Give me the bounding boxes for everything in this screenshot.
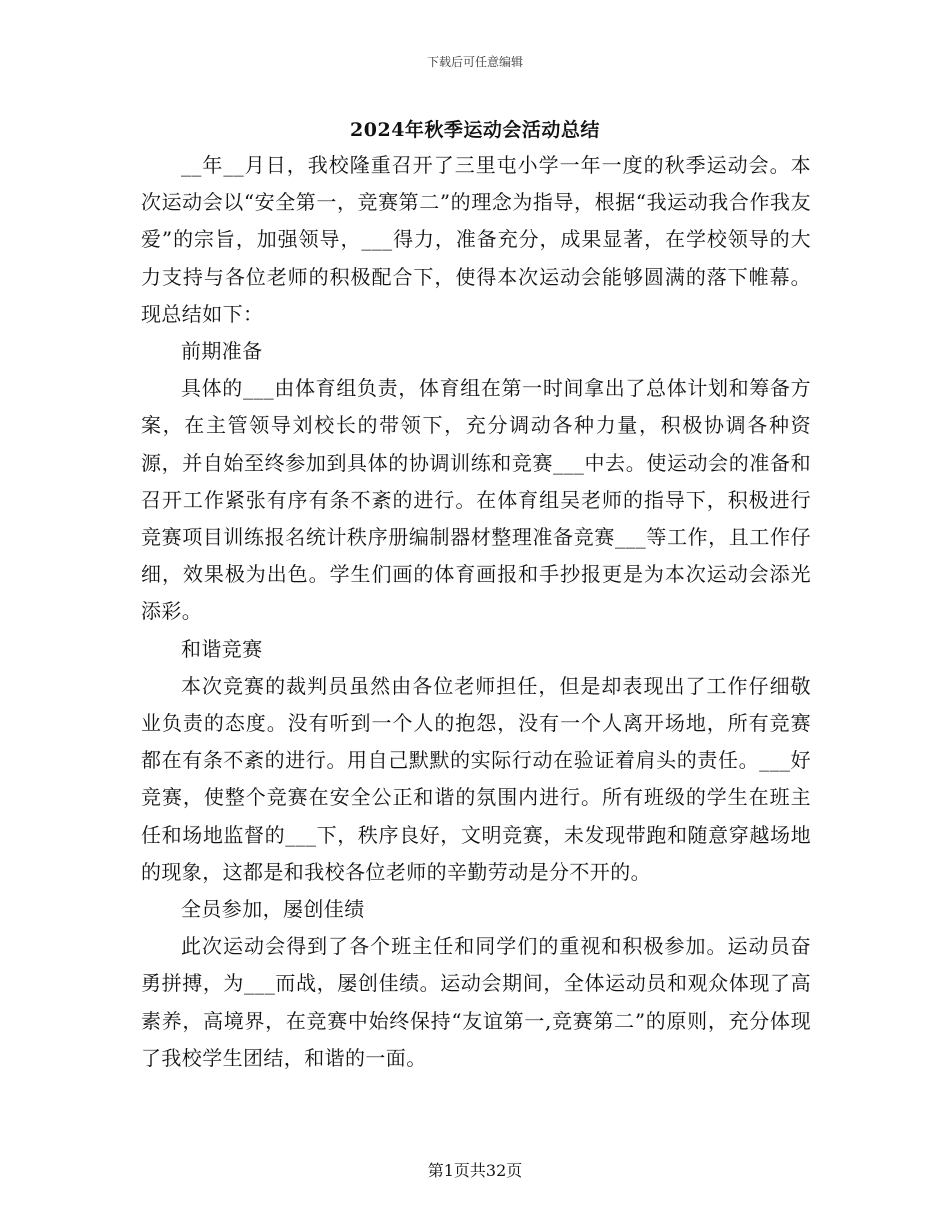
page-number-footer: 第1页共32页 xyxy=(427,1161,523,1180)
document-body xyxy=(141,147,811,1077)
section-heading-competition: 和谐竞赛 xyxy=(181,636,263,661)
competition-paragraph: 本次竞赛的裁判员虽然由各位老师担任，但是却表现出了工作仔细敬业负责的态度。没有听到一个人的抱怨，没有一个人离开场地，所有竞赛都在有条不紊的进行。用自己默默的实际行动在验证着肩头的责任。___好竞赛，使整个竞赛在安全公正和谐的氛围内进行。所有班级的学生在班主任和场地监督的___下，秩序良好，文明竞赛，未发现带跑和随意穿越场地的现象，这都是和我校各位老师的辛勤劳动是分不开的。 xyxy=(141,673,811,884)
document-title: 2024年秋季运动会活动总结 xyxy=(350,119,600,141)
header-note: 下载后可任意编辑 xyxy=(426,55,523,69)
section-heading-participation: 全员参加，屡创佳绩 xyxy=(181,897,365,922)
participation-paragraph: 此次运动会得到了各个班主任和同学们的重视和积极参加。运动员奋勇拼搏，为___而战，屡创佳绩。运动会期间，全体运动员和观众体现了高素养，高境界，在竞赛中始终保持“友谊第一,竞赛第二”的原则，充分体现了我校学生团结，和谐的一面。 xyxy=(141,934,811,1070)
preparation-paragraph: 具体的___由体育组负责，体育组在第一时间拿出了总体计划和筹备方案，在主管领导刘校长的带领下，充分调动各种力量，积极协调各种资源，并自始至终参加到具体的协调训练和竞赛___中去。使运动会的准备和召开工作紧张有序有条不紊的进行。在体育组吴老师的指导下，积极进行竞赛项目训练报名统计秩序册编制器材整理准备竞赛___等工作，且工作仔细，效果极为出色。学生们画的体育画报和手抄报更是为本次运动会添光添彩。 xyxy=(141,376,811,624)
section-heading-preparation: 前期准备 xyxy=(181,339,263,364)
intro-paragraph: __年__月日，我校隆重召开了三里屯小学一年一度的秋季运动会。本次运动会以“安全第一，竞赛第二”的理念为指导，根据“我运动我合作我友爱”的宗旨，加强领导，___得力，准备充分，成果显著，在学校领导的大力支持与各位老师的积极配合下，使得本次运动会能够圆满的落下帷幕。现总结如下： xyxy=(141,153,811,326)
